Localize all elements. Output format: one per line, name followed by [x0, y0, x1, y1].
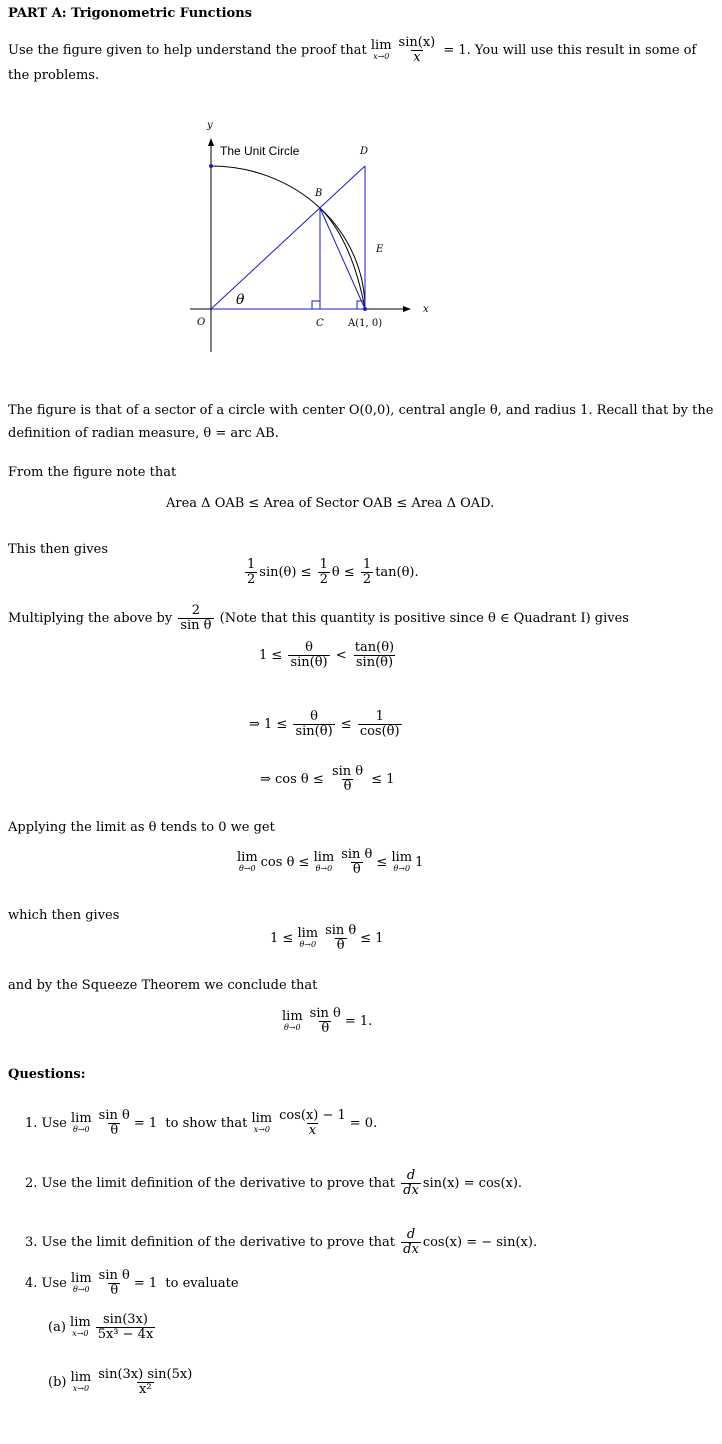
- line-BA: [320, 208, 365, 309]
- intro-after: = 1. You will use this result in some of: [443, 43, 697, 58]
- from-figure-text: From the figure note that: [8, 465, 177, 480]
- label-y: y: [207, 120, 213, 131]
- label-E: E: [376, 244, 384, 255]
- label-theta: θ: [236, 292, 245, 308]
- equation-1: $\frac{1}{2}$ sin(θ) ≤ $\frac{1}{2}$ θ ≤ $\frac{1}{2}$ tan(θ).: [247, 557, 419, 587]
- unit-circle-figure: [180, 110, 440, 360]
- label-A: A(1, 0): [348, 318, 383, 329]
- label-unit-circle: The Unit Circle: [220, 144, 300, 158]
- x-axis-arrow: [403, 306, 411, 312]
- area-inequality: Area Δ OAB ≤ Area of Sector OAB ≤ Area Δ OAD.: [166, 496, 495, 511]
- equation-7: lim θ→0 $\frac{\text{sin θ}}{\theta}$ = 1.: [282, 1006, 373, 1036]
- para1-line2: definition of radian measure, θ = arc AB.: [8, 426, 279, 441]
- apply-limit-text: Applying the limit as θ tends to 0 we get: [8, 820, 275, 835]
- question-1: 1. Use lim θ→0 $\frac{\text{sin θ}}{\theta}$ = 1 to show that lim x→0 $\frac{\cos(x) - 1}{x}$ = 0.: [25, 1108, 378, 1138]
- label-C: C: [316, 318, 324, 329]
- which-gives-text: which then gives: [8, 908, 120, 923]
- intro-before: Use the figure given to help understand the proof that: [8, 43, 367, 58]
- point-A: [363, 307, 367, 311]
- question-4a: (a) lim x→0 $\frac{\sin(3x)}{\text{5x³ − 4x}}$: [48, 1312, 154, 1342]
- intro-line2: the problems.: [8, 68, 100, 83]
- intro-fraction: $\frac{\sin(x)}{x}$: [398, 35, 436, 65]
- questions-title: Questions:: [8, 1067, 86, 1082]
- right-angle-C: [312, 301, 320, 309]
- question-3: 3. Use the limit definition of the derivative to prove that $\frac{d}{dx}$ cos(x) = − sin(x).: [25, 1227, 538, 1257]
- intro-line: [8, 36, 696, 65]
- equation-2: 1 ≤ $\frac{\theta}{\sin(\theta)}$ < $\frac{\tan(\theta)}{\sin(\theta)}$: [259, 640, 395, 670]
- label-B: B: [315, 188, 323, 199]
- label-O: O: [197, 317, 206, 328]
- label-x: x: [423, 304, 429, 315]
- equation-6: 1 ≤ lim θ→0 $\frac{\text{sin θ}}{\theta}$ ≤ 1: [270, 923, 384, 953]
- intro-limit: lim x→0: [370, 37, 392, 61]
- squeeze-text: and by the Squeeze Theorem we conclude that: [8, 978, 318, 993]
- label-D: D: [360, 146, 369, 157]
- para1-line1: The figure is that of a sector of a circle with center O(0,0), central angle θ, and radius 1. Recall that by the: [8, 403, 714, 418]
- point-y-intercept: [209, 164, 213, 168]
- multiply-line: Multiplying the above by $\frac{2}{\text{sin θ}}$ (Note that this quantity is positive since θ ∈ Quadrant I) gives: [8, 603, 629, 633]
- equation-3: ⇒ 1 ≤ $\frac{\theta}{\sin(\theta)}$ ≤ $\frac{1}{\cos(\theta)}$: [249, 709, 400, 739]
- question-4: 4. Use lim θ→0 $\frac{\text{sin θ}}{\theta}$ = 1 to evaluate: [25, 1268, 239, 1298]
- equation-5: lim θ→0 cos θ ≤ lim θ→0 $\frac{\text{sin θ}}{\theta}$ ≤ lim θ→0 1: [237, 847, 424, 877]
- this-gives-text: This then gives: [8, 542, 108, 557]
- question-4b: (b) lim x→0 $\frac{\sin(3x) \sin(5x)}{\text{x²}}$: [48, 1367, 193, 1397]
- part-title: PART A: Trigonometric Functions: [8, 6, 252, 21]
- equation-4: ⇒ cos θ ≤ $\frac{\text{sin θ}}{\theta}$ ≤ 1: [260, 764, 395, 794]
- question-2: 2. Use the limit definition of the derivative to prove that $\frac{d}{dx}$ sin(x) = cos(x).: [25, 1168, 523, 1198]
- y-axis-arrow: [208, 138, 214, 146]
